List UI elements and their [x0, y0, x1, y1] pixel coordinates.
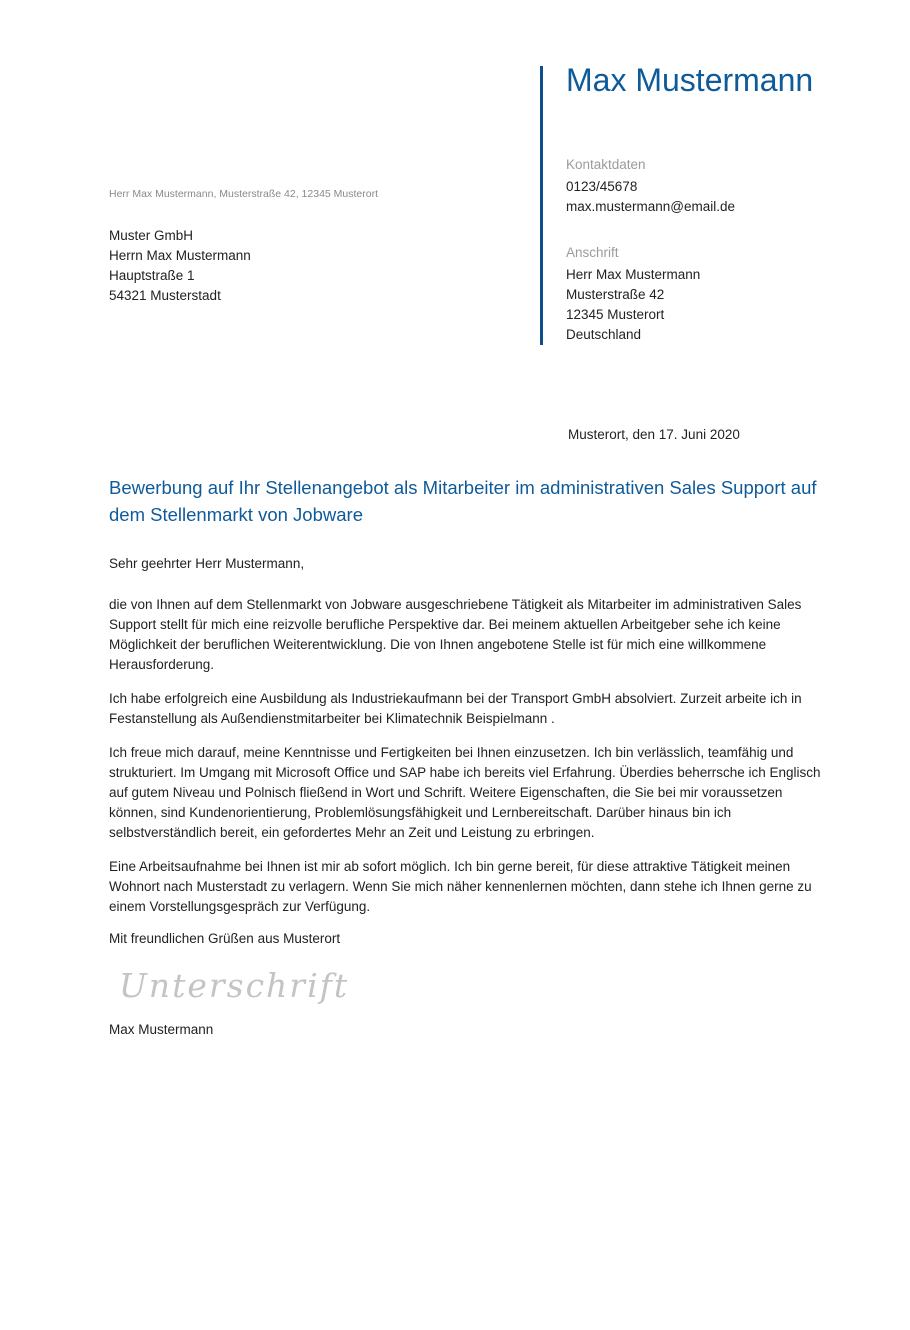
recipient-city: 54321 Musterstadt — [109, 288, 221, 303]
address-country: Deutschland — [566, 327, 642, 342]
closing-phrase: Mit freundlichen Grüßen aus Musterort — [109, 931, 341, 946]
contact-label: Kontaktdaten — [566, 157, 646, 172]
body-paragraph: Ich freue mich darauf, meine Kenntnisse und Fertigkeiten bei Ihnen einzusetzen. Ich bin verlässlich, teamfähig und strukturiert. Im Umgang mit Microsoft Office und SAP habe ich bereits viel Erfahrung. Überdies beherrsche ich Englisch auf gutem Niveau und Polnisch fließend in Wort und Schrift. Weitere Eigenschaften, die Sie bei mir voraussetzen können, sind Kundenorientierung, Problemlösungsfähigkeit und Lernbereitschaft. Darüber hinaus bin ich selbstverständlich bereit, ein gefordertes Mehr an Zeit und Leistung zu erbringen. — [109, 745, 821, 840]
salutation: Sehr geehrter Herr Mustermann, — [109, 556, 305, 571]
email-address: max.mustermann@email.de — [566, 199, 736, 214]
contact-details — [566, 177, 735, 217]
letter-body — [109, 595, 829, 931]
letter-date: Musterort, den 17. Juni 2020 — [568, 427, 740, 442]
accent-divider — [540, 66, 543, 345]
signer-name: Max Mustermann — [109, 1022, 214, 1037]
recipient-street: Hauptstraße 1 — [109, 268, 195, 283]
address-street: Musterstraße 42 — [566, 287, 665, 302]
applicant-address — [566, 265, 700, 345]
phone-number: 0123/45678 — [566, 179, 638, 194]
applicant-name: Max Mustermann — [566, 62, 814, 98]
recipient-company: Muster GmbH — [109, 228, 194, 243]
body-paragraph: Ich habe erfolgreich eine Ausbildung als Industriekaufmann bei der Transport GmbH absolviert. Zurzeit arbeite ich in Festanstellung als Außendienstmitarbeiter bei Klimatechnik Beispielmann . — [109, 691, 802, 726]
address-city: 12345 Musterort — [566, 307, 665, 322]
address-name: Herr Max Mustermann — [566, 267, 701, 282]
recipient-address — [109, 226, 251, 306]
signature-image: Unterschrift — [119, 966, 350, 1005]
recipient-person: Herrn Max Mustermann — [109, 248, 251, 263]
sender-return-address: Herr Max Mustermann, Musterstraße 42, 12345 Musterort — [109, 188, 379, 200]
body-paragraph: die von Ihnen auf dem Stellenmarkt von Jobware ausgeschriebene Tätigkeit als Mitarbeiter im administrativen Sales Support stellt für mich eine reizvolle berufliche Perspektive dar. Bei meinem aktuellen Arbeitgeber sehe ich keine Möglichkeit der beruflichen Weiterentwicklung. Die von Ihnen angebotene Stelle ist für mich eine willkommene Herausforderung. — [109, 597, 802, 672]
letter-subject: Bewerbung auf Ihr Stellenangebot als Mitarbeiter im administrativen Sales Support auf dem Stellenmarkt von Jobware — [109, 477, 817, 525]
body-paragraph: Eine Arbeitsaufnahme bei Ihnen ist mir ab sofort möglich. Ich bin gerne bereit, für diese attraktive Tätigkeit meinen Wohnort nach Musterstadt zu verlagern. Wenn Sie mich näher kennenlernen möchten, dann stehe ich Ihnen gerne zu einem Vorstellungsgespräch zur Verfügung. — [109, 859, 812, 914]
address-label: Anschrift — [566, 245, 619, 260]
